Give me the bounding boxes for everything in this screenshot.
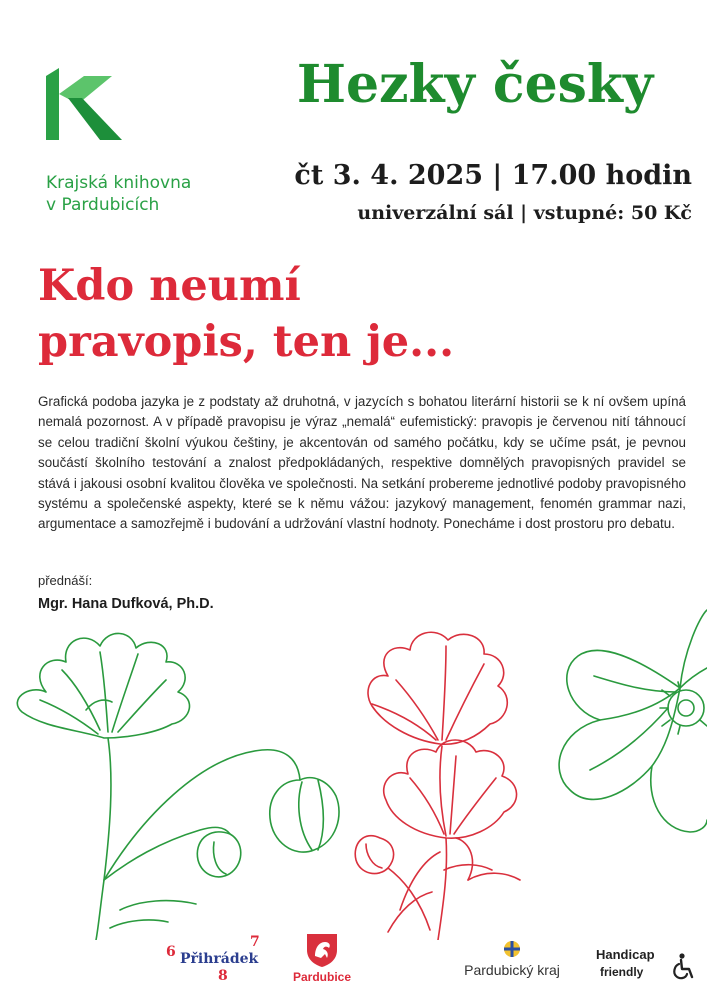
handicap-friendly-logo (596, 947, 700, 987)
lecturer-name: Mgr. Hana Dufková, Ph.D. (38, 596, 214, 612)
event-date-time: čt 3. 4. 2025 | 17.00 hodin (294, 160, 692, 191)
poppy-illustration (0, 580, 707, 940)
pardubice-label: Pardubice (292, 970, 352, 984)
prihradek-logo (160, 932, 270, 986)
prihradek-num-left: 6 (166, 944, 176, 960)
library-name-line2: v Pardubicích (46, 195, 160, 215)
lecture-description: Grafická podoba jazyka je z podstaty až druhotná, v jazycích s bohatou literární historii se k ní ovšem upíná nemalá pozornost. A v případě pravopisu je výraz „nemalá“ eufemistický: pravopis je červenou nití táhnoucí se celou tradiční školní výukou češtiny, je akcentován od samého počátku, kdy se učíme psát, je pevnou součástí školního testování a znalost předpokládaných, respektive domnělých pravopisných pravidel se stává i jakousi osobní kvalitou člověka ve společnosti. Na setkání probereme jednotlivé podoby pravopisného systému a společenské aspekty, které se k němu vážou: jazykový management, fenomén grammar nazi, argumentace a samozřejmě i budování a udržování vlastní hodnoty. Ponecháme i dost prostoru pro debatu. (38, 394, 686, 532)
handicap-line2: friendly (600, 965, 644, 979)
event-venue-price: univerzální sál | vstupné: 50 Kč (357, 202, 692, 224)
pardubice-shield-icon (305, 932, 339, 968)
green-stems-and-pods (104, 750, 339, 928)
lecturer-label: přednáší: (38, 573, 93, 588)
lecture-title-line2: pravopis, ten je... (38, 317, 455, 367)
prihradek-name: Přihrádek (180, 951, 259, 967)
pardubicky-kraj-logo (452, 940, 572, 986)
handicap-line1: Handicap (596, 947, 655, 962)
green-anemone-flower (559, 610, 707, 832)
kraj-label: Pardubický kraj (464, 962, 560, 978)
wheelchair-icon (672, 953, 696, 981)
series-title: Hezky česky (296, 54, 654, 115)
pardubice-logo (282, 932, 362, 986)
lecture-title-line1: Kdo neumí (38, 261, 301, 311)
k-logo-icon (46, 68, 122, 140)
red-poppy-flowers (355, 632, 520, 940)
library-name-line1: Krajská knihovna (46, 173, 192, 193)
kraj-emblem-icon (503, 940, 521, 958)
lecture-title (38, 258, 678, 370)
prihradek-num-top: 7 (250, 934, 260, 950)
prihradek-num-bottom: 8 (218, 968, 228, 984)
green-poppy-flower (17, 633, 189, 940)
library-name (46, 172, 246, 216)
